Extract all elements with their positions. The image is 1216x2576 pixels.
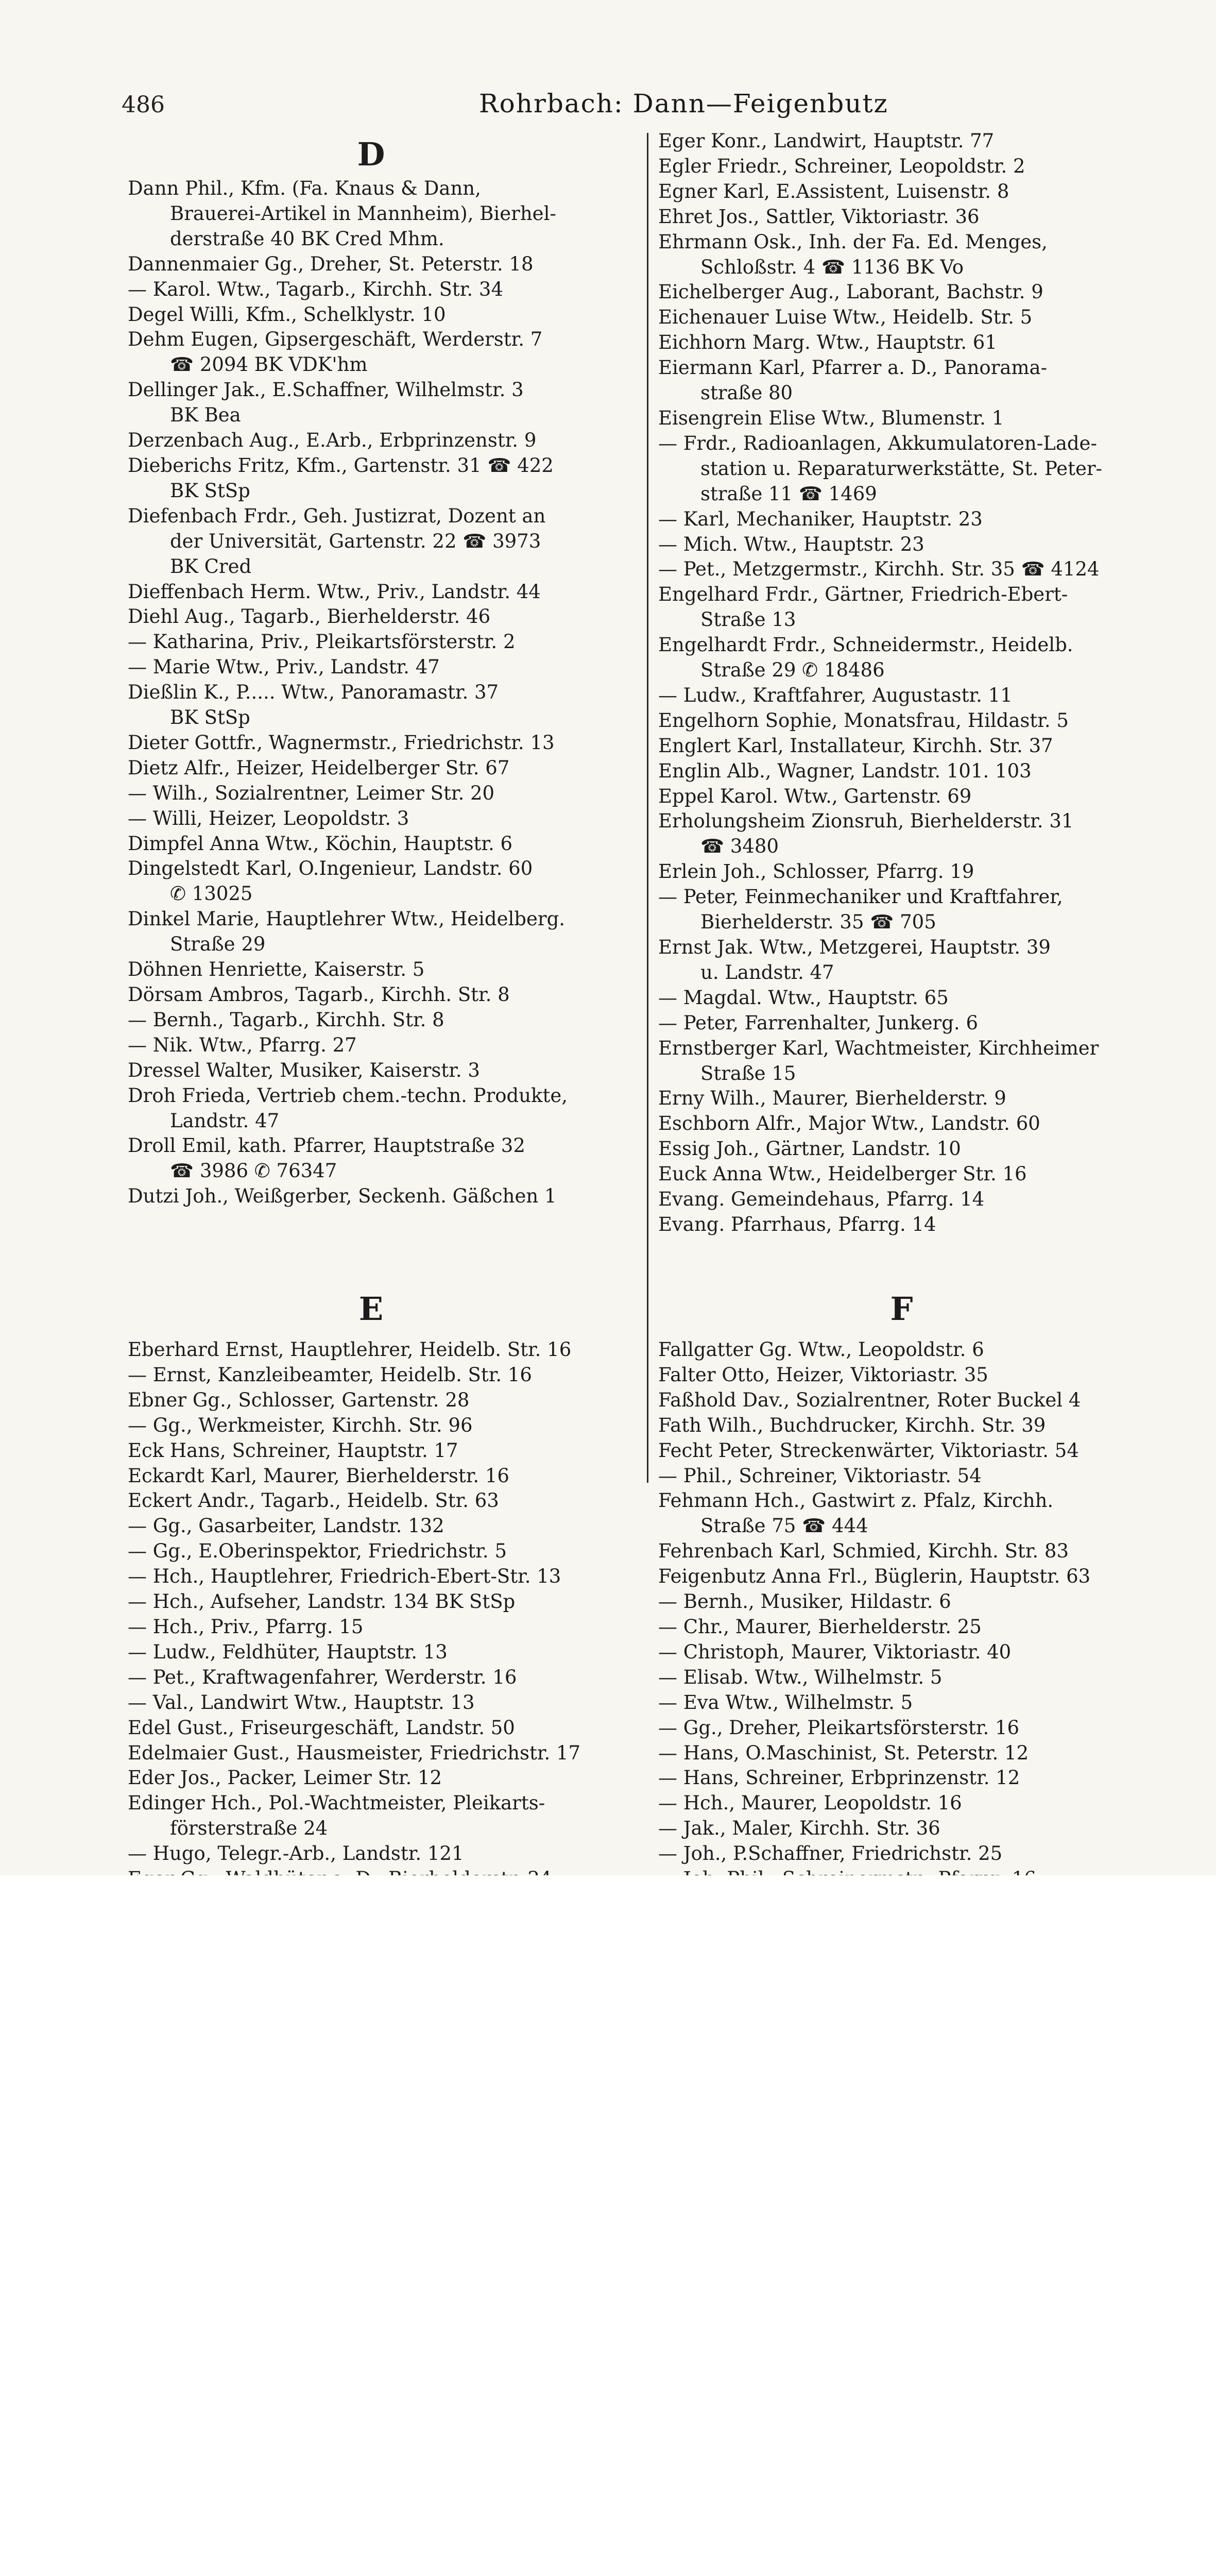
directory-entry: — Hans, O.Maschinist, St. Peterstr. 12	[658, 1741, 1029, 1764]
directory-entry: Straße 29 ✆ 18486	[700, 659, 885, 682]
directory-entry: Dieffenbach Herm. Wtw., Priv., Landstr. 44	[128, 580, 541, 603]
directory-entry: Ehret Jos., Sattler, Viktoriastr. 36	[658, 205, 980, 228]
directory-entry: Fath Wilh., Buchdrucker, Kirchh. Str. 39	[658, 1414, 1046, 1436]
directory-entry: Bierhelderstr. 35 ☎ 705	[700, 911, 936, 934]
directory-entry: — Hans, Schreiner, Erbprinzenstr. 12	[658, 1767, 1020, 1789]
directory-entry: — Karol. Wtw., Tagarb., Kirchh. Str. 34	[128, 278, 504, 300]
directory-entry: — Gg., E.Oberinspektor, Friedrichstr. 5	[128, 1540, 507, 1563]
directory-entry: BK Bea	[170, 404, 241, 427]
directory-entry: Döhnen Henriette, Kaiserstr. 5	[128, 958, 425, 981]
directory-entry: Dellinger Jak., E.Schaffner, Wilhelmstr. 3	[128, 379, 524, 401]
directory-entry: ✆ 13025	[170, 883, 253, 905]
directory-entry: — Frdr., Radioanlagen, Akkumulatoren-Lade-	[658, 432, 1097, 454]
column-divider	[647, 133, 648, 1483]
directory-entry: — Gg., Dreher, Pleikartsförsterstr. 16	[658, 1716, 1020, 1739]
directory-entry: Eppel Karol. Wtw., Gartenstr. 69	[658, 785, 972, 807]
right-column-bottom	[658, 1281, 1145, 1892]
directory-entry: Essig Joh., Gärtner, Landstr. 10	[658, 1138, 961, 1160]
directory-entry: Evang. Pfarrhaus, Pfarrg. 14	[658, 1213, 936, 1235]
directory-entry: Straße 13	[700, 608, 796, 631]
directory-entry: — Val., Landwirt Wtw., Hauptstr. 13	[128, 1691, 475, 1714]
directory-entry: — Christoph, Maurer, Viktoriastr. 40	[658, 1640, 1012, 1663]
directory-entry: Egler Friedr., Schreiner, Leopoldstr. 2	[658, 155, 1025, 177]
directory-entry: Engelhardt Frdr., Schneidermstr., Heidelb.	[658, 634, 1073, 656]
directory-entry: Straße 29	[170, 933, 266, 956]
directory-entry: Edel Gust., Friseurgeschäft, Landstr. 50	[128, 1716, 515, 1739]
directory-entry: — Wilh., Sozialrentner, Leimer Str. 20	[128, 782, 495, 804]
directory-entry: Ernstberger Karl, Wachtmeister, Kirchheimer	[658, 1037, 1099, 1059]
directory-entry: — Gg., Werkmeister, Kirchh. Str. 96	[128, 1414, 473, 1436]
section-letter-e: E	[358, 1290, 384, 1328]
directory-entry: Eder Jos., Packer, Leimer Str. 12	[128, 1767, 442, 1789]
directory-entry: Eichhorn Marg. Wtw., Hauptstr. 61	[658, 331, 997, 354]
directory-entry: u. Landstr. 47	[700, 961, 834, 984]
directory-entry: Falter Otto, Heizer, Viktoriastr. 35	[658, 1363, 988, 1386]
directory-entry: Eiermann Karl, Pfarrer a. D., Panorama-	[658, 357, 1048, 379]
directory-entry: Eckert Andr., Tagarb., Heidelb. Str. 63	[128, 1489, 499, 1512]
directory-entry: Eschborn Alfr., Major Wtw., Landstr. 60	[658, 1112, 1040, 1135]
directory-entry: Fecht Peter, Streckenwärter, Viktoriastr. 54	[658, 1439, 1079, 1462]
directory-entry: — Bernh., Musiker, Hildastr. 6	[658, 1590, 951, 1613]
directory-entry: Eberhard Ernst, Hauptlehrer, Heidelb. Str. 16	[128, 1338, 572, 1361]
directory-entry: försterstraße 24	[170, 1817, 328, 1840]
right-column-top	[658, 129, 1145, 1238]
directory-entry: — Willi, Heizer, Leopoldstr. 3	[128, 807, 409, 829]
directory-entry: Engelhard Frdr., Gärtner, Friedrich-Ebert-	[658, 583, 1068, 606]
directory-entry: — Joh., P.Schaffner, Friedrichstr. 25	[658, 1842, 1003, 1865]
directory-entry: Dressel Walter, Musiker, Kaiserstr. 3	[128, 1059, 480, 1081]
directory-entry: BK StSp	[170, 479, 250, 502]
directory-entry: — Nik. Wtw., Pfarrg. 27	[128, 1033, 357, 1056]
directory-entry: — Hch., Maurer, Leopoldstr. 16	[658, 1792, 962, 1815]
directory-entry: Ebner Gg., Schlosser, Gartenstr. 28	[128, 1388, 470, 1411]
directory-entry: BK StSp	[170, 706, 250, 729]
directory-entry: Engelhorn Sophie, Monatsfrau, Hildastr. 5	[658, 709, 1069, 732]
directory-entry: Feigenbutz Anna Frl., Büglerin, Hauptstr. 63	[658, 1565, 1091, 1588]
entry-list-e-section-continued	[658, 129, 1145, 1238]
directory-entry: derstraße 40 BK Cred Mhm.	[170, 227, 444, 250]
directory-entry: — Chr., Maurer, Bierhelderstr. 25	[658, 1615, 982, 1638]
directory-entry: Eger Konr., Landwirt, Hauptstr. 77	[658, 130, 995, 152]
directory-entry: — Mich. Wtw., Hauptstr. 23	[658, 533, 924, 555]
directory-entry: Dörsam Ambros, Tagarb., Kirchh. Str. 8	[128, 984, 510, 1006]
directory-entry: — Ludw., Kraftfahrer, Augustastr. 11	[658, 684, 1013, 706]
directory-entry: Faßhold Dav., Sozialrentner, Roter Buckel 4	[658, 1388, 1081, 1411]
directory-entry: Eisengrein Elise Wtw., Blumenstr. 1	[658, 406, 1004, 429]
directory-entry: Landstr. 47	[170, 1109, 280, 1132]
directory-entry: — Hch., Hauptlehrer, Friedrich-Ebert-Str. 13	[128, 1565, 561, 1588]
directory-entry: Erny Wilh., Maurer, Bierhelderstr. 9	[658, 1087, 1006, 1110]
directory-entry: straße 11 ☎ 1469	[700, 482, 877, 505]
directory-entry: — Hch., Priv., Pfarrg. 15	[128, 1615, 364, 1638]
directory-entry: BK Cred	[170, 555, 252, 578]
section-letter-d: D	[357, 135, 385, 173]
directory-entry: — Ludw., Feldhüter, Hauptstr. 13	[128, 1640, 448, 1663]
directory-entry: — Gg., Gasarbeiter, Landstr. 132	[128, 1515, 444, 1537]
directory-entry: Edelmaier Gust., Hausmeister, Friedrichstr. 17	[128, 1741, 581, 1764]
directory-entry: Dieberichs Fritz, Kfm., Gartenstr. 31 ☎ 422	[128, 454, 554, 477]
directory-entry: Dutzi Joh., Weißgerber, Seckenh. Gäßchen 1	[128, 1185, 557, 1208]
directory-entry: Derzenbach Aug., E.Arb., Erbprinzenstr. 9	[128, 429, 537, 452]
directory-entry: Droll Emil, kath. Pfarrer, Hauptstraße 32	[128, 1134, 525, 1157]
directory-entry: — Eva Wtw., Wilhelmstr. 5	[658, 1691, 913, 1714]
directory-entry: Eichelberger Aug., Laborant, Bachstr. 9	[658, 281, 1043, 303]
directory-entry: Dann Phil., Kfm. (Fa. Knaus & Dann,	[128, 177, 481, 199]
directory-entry: Fallgatter Gg. Wtw., Leopoldstr. 6	[658, 1338, 984, 1361]
directory-entry: Dieter Gottfr., Wagnermstr., Friedrichstr. 13	[128, 731, 555, 754]
directory-entry: Dimpfel Anna Wtw., Köchin, Hauptstr. 6	[128, 832, 513, 855]
directory-entry: Diehl Aug., Tagarb., Bierhelderstr. 46	[128, 605, 491, 628]
directory-entry: — Katharina, Priv., Pleikartsförsterstr. 2	[128, 631, 516, 653]
directory-entry: — Phil., Schreiner, Viktoriastr. 54	[658, 1464, 982, 1487]
directory-entry: Straße 15	[700, 1062, 796, 1084]
directory-entry: Erholungsheim Zionsruh, Bierhelderstr. 31	[658, 810, 1074, 833]
directory-entry: — Peter, Feinmechaniker und Kraftfahrer,	[658, 886, 1063, 908]
section-letter-f: F	[890, 1290, 913, 1328]
directory-entry: ☎ 3480	[700, 835, 779, 858]
directory-entry: Dannenmaier Gg., Dreher, St. Peterstr. 18	[128, 252, 534, 275]
directory-entry: Egner Karl, E.Assistent, Luisenstr. 8	[658, 180, 1009, 202]
directory-entry: der Universität, Gartenstr. 22 ☎ 3973	[170, 530, 541, 552]
directory-entry: Dießlin K., P..... Wtw., Panoramastr. 37	[128, 681, 499, 704]
directory-entry: — Bernh., Tagarb., Kirchh. Str. 8	[128, 1008, 444, 1031]
directory-entry: — Hch., Aufseher, Landstr. 134 BK StSp	[128, 1590, 516, 1613]
directory-entry: straße 80	[700, 382, 793, 404]
directory-entry: — Magdal. Wtw., Hauptstr. 65	[658, 986, 949, 1009]
directory-entry: — Marie Wtw., Priv., Landstr. 47	[128, 656, 440, 679]
directory-entry: — Hugo, Telegr.-Arb., Landstr. 121	[128, 1842, 464, 1865]
directory-entry: Schloßstr. 4 ☎ 1136 BK Vo	[700, 256, 964, 278]
directory-entry: Eckardt Karl, Maurer, Bierhelderstr. 16	[128, 1464, 509, 1487]
directory-entry: Eck Hans, Schreiner, Hauptstr. 17	[128, 1439, 458, 1462]
directory-entry: — Karl, Mechaniker, Hauptstr. 23	[658, 507, 983, 530]
entry-list-d-section	[128, 176, 614, 1209]
entry-list-e-section	[128, 1337, 614, 1892]
directory-entry: Englin Alb., Wagner, Landstr. 101. 103	[658, 759, 1032, 782]
entry-list-f-section	[658, 1337, 1145, 1892]
directory-entry: Dinkel Marie, Hauptlehrer Wtw., Heidelberg.	[128, 908, 566, 930]
directory-entry: — Pet., Metzgermstr., Kirchh. Str. 35 ☎ 4124	[658, 558, 1100, 581]
directory-entry: ☎ 2094 BK VDK'hm	[170, 353, 368, 376]
directory-entry: Fehmann Hch., Gastwirt z. Pfalz, Kirchh.	[658, 1489, 1054, 1512]
directory-entry: Droh Frieda, Vertrieb chem.-techn. Produkte,	[128, 1084, 568, 1107]
page-number: 486	[122, 92, 165, 118]
directory-entry: Ernst Jak. Wtw., Metzgerei, Hauptstr. 39	[658, 936, 1051, 958]
directory-entry: Englert Karl, Installateur, Kirchh. Str. 37	[658, 734, 1053, 757]
directory-entry: ☎ 3986 ✆ 76347	[170, 1160, 337, 1182]
directory-entry: Dietz Alfr., Heizer, Heidelberger Str. 67	[128, 756, 510, 779]
directory-entry: Brauerei-Artikel in Mannheim), Bierhel-	[170, 202, 556, 225]
directory-entry: Evang. Gemeindehaus, Pfarrg. 14	[658, 1188, 985, 1211]
directory-entry: Euck Anna Wtw., Heidelberger Str. 16	[658, 1163, 1027, 1185]
running-head: Rohrbach: Dann—Feigenbutz	[479, 89, 888, 118]
digitization-footer	[0, 1875, 1216, 1978]
directory-entry: Eichenauer Luise Wtw., Heidelb. Str. 5	[658, 306, 1033, 329]
directory-entry: Fehrenbach Karl, Schmied, Kirchh. Str. 83	[658, 1540, 1069, 1563]
left-column-top	[128, 133, 614, 1209]
directory-entry: Straße 75 ☎ 444	[700, 1515, 868, 1537]
directory-entry: — Pet., Kraftwagenfahrer, Werderstr. 16	[128, 1666, 517, 1688]
directory-entry: Edinger Hch., Pol.-Wachtmeister, Pleikarts-	[128, 1792, 545, 1815]
directory-entry: — Jak., Maler, Kirchh. Str. 36	[658, 1817, 940, 1840]
directory-entry: Diefenbach Frdr., Geh. Justizrat, Dozent an	[128, 504, 546, 527]
directory-entry: station u. Reparaturwerkstätte, St. Peter-	[700, 457, 1103, 480]
left-column-bottom	[128, 1281, 614, 1892]
directory-entry: Ehrmann Osk., Inh. der Fa. Ed. Menges,	[658, 230, 1048, 253]
directory-entry: Degel Willi, Kfm., Schelklystr. 10	[128, 303, 446, 326]
directory-entry: Dingelstedt Karl, O.Ingenieur, Landstr. 60	[128, 857, 533, 880]
directory-entry: — Peter, Farrenhalter, Junkerg. 6	[658, 1011, 978, 1034]
directory-entry: — Elisab. Wtw., Wilhelmstr. 5	[658, 1666, 943, 1688]
directory-entry: Dehm Eugen, Gipsergeschäft, Werderstr. 7	[128, 328, 543, 351]
directory-entry: — Ernst, Kanzleibeamter, Heidelb. Str. 16	[128, 1363, 532, 1386]
directory-entry: Erlein Joh., Schlosser, Pfarrg. 19	[658, 860, 974, 883]
